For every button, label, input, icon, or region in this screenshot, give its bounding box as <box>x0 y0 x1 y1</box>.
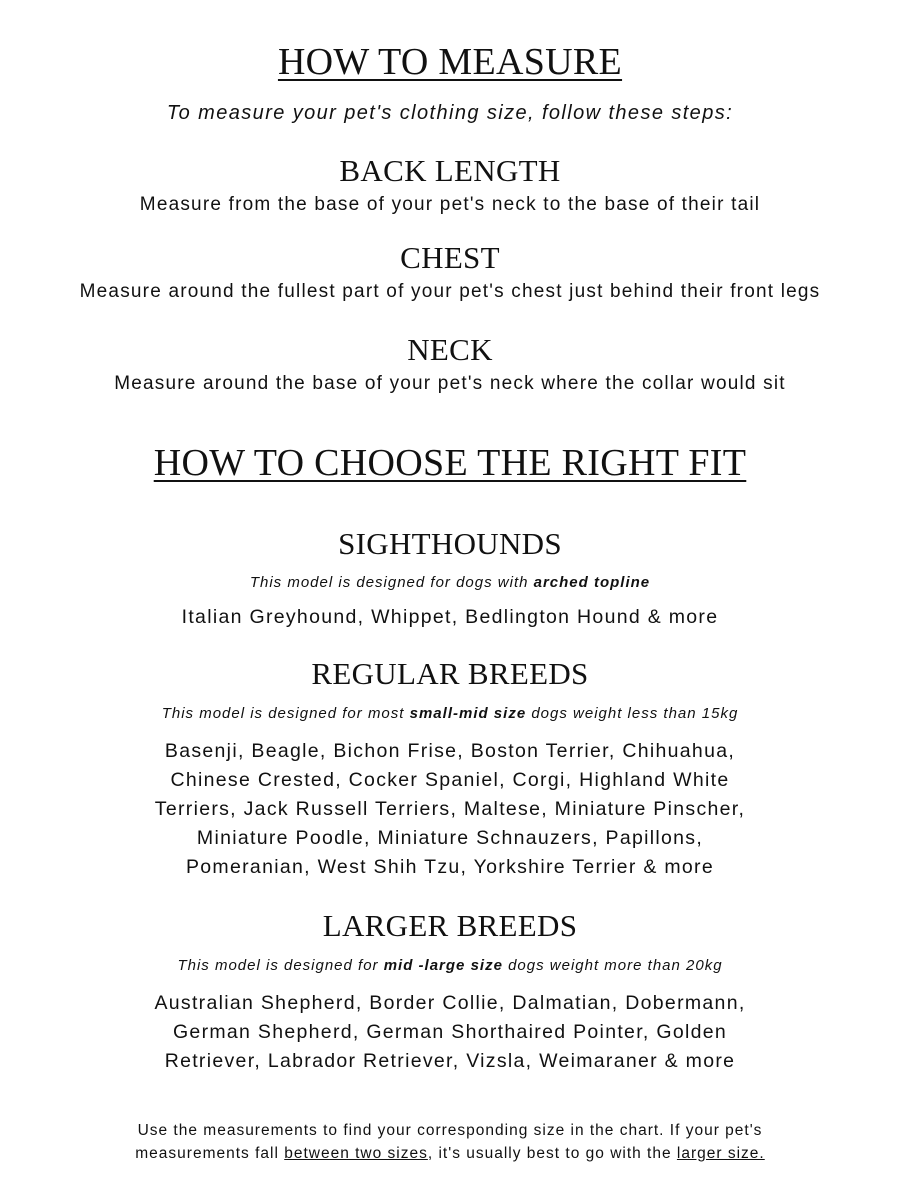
note-text: dogs weight more than 20kg <box>502 957 723 974</box>
larger-breed-list <box>0 989 900 1076</box>
back-length-title: BACK LENGTH <box>339 153 561 188</box>
breed-line: Italian Greyhound, Whippet, Bedlington Hound & more <box>181 606 719 628</box>
chest-text: Measure around the fullest part of your pet's chest just behind their front legs <box>79 281 821 302</box>
sighthounds-breed-list <box>0 603 900 632</box>
footer-text: , it's usually best to go with the <box>427 1145 677 1162</box>
note-text: This model is designed for dogs with <box>249 574 534 591</box>
back-length-text: Measure from the base of your pet's neck to the base of their tail <box>139 194 761 215</box>
footer-note <box>0 1119 900 1165</box>
between-two-sizes-text: between two sizes <box>284 1145 428 1162</box>
neck-title: NECK <box>407 332 493 367</box>
chest-title: CHEST <box>400 240 500 275</box>
breed-line: Chinese Crested, Cocker Spaniel, Corgi, Highland White <box>170 769 730 791</box>
sighthounds-title: SIGHTHOUNDS <box>338 526 562 561</box>
choose-fit-title: HOW TO CHOOSE THE RIGHT FIT <box>153 442 747 484</box>
note-bold-text: small-mid size <box>409 705 527 722</box>
footer-line-2 <box>0 1142 900 1165</box>
breed-line: Terriers, Jack Russell Terriers, Maltese, Miniature Pinscher, <box>154 798 746 820</box>
note-text: This model is designed for <box>177 957 384 974</box>
breed-line: German Shepherd, German Shorthaired Pointer, Golden <box>172 1021 728 1043</box>
larger-breeds-note <box>0 957 900 974</box>
regular-breeds-note <box>0 705 900 722</box>
larger-breeds-title: LARGER BREEDS <box>322 908 578 943</box>
sighthounds-note <box>0 574 900 591</box>
regular-breeds-title: REGULAR BREEDS <box>311 656 589 691</box>
footer-text: measurements fall <box>135 1145 285 1162</box>
breed-line: Retriever, Labrador Retriever, Vizsla, Weimaraner & more <box>164 1050 736 1072</box>
how-to-measure-title: HOW TO MEASURE <box>277 41 623 83</box>
note-text: This model is designed for most <box>161 705 410 722</box>
breed-line: Miniature Poodle, Miniature Schnauzers, Papillons, <box>196 827 704 849</box>
regular-breed-list <box>0 737 900 882</box>
footer-line-1: Use the measurements to find your corresponding size in the chart. If your pet's <box>137 1122 763 1139</box>
measure-intro: To measure your pet's clothing size, follow these steps: <box>166 102 734 124</box>
note-bold-text: mid -large size <box>383 957 503 974</box>
note-text: dogs weight less than 15kg <box>526 705 739 722</box>
larger-size-text: larger size. <box>676 1145 765 1162</box>
breed-line: Pomeranian, West Shih Tzu, Yorkshire Terrier & more <box>185 856 714 878</box>
neck-text: Measure around the base of your pet's neck where the collar would sit <box>114 373 786 394</box>
breed-line: Basenji, Beagle, Bichon Frise, Boston Terrier, Chihuahua, <box>164 740 736 762</box>
breed-line: Australian Shepherd, Border Collie, Dalmatian, Dobermann, <box>154 992 746 1014</box>
note-bold-text: arched topline <box>533 574 651 591</box>
